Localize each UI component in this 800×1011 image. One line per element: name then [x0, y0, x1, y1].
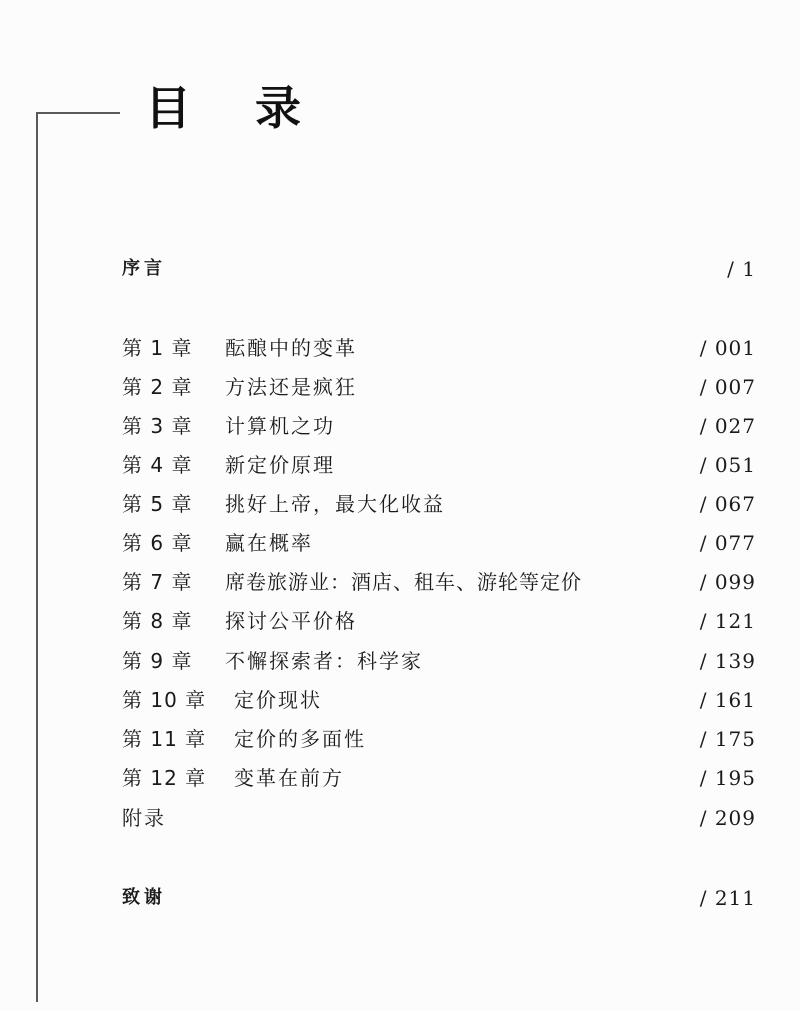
toc-page-number: / 121 — [699, 609, 756, 633]
toc-chapter-title: 定价的多面性 — [234, 727, 366, 751]
toc-page-number: / 211 — [699, 886, 756, 910]
toc-chapter-number: 第 8 章 — [122, 609, 193, 633]
toc-chapter-title: 不懈探索者：科学家 — [225, 649, 423, 673]
toc-entry-chapter-9[interactable] — [122, 645, 756, 677]
page-title: 目 录 — [145, 81, 326, 135]
toc-entry-chapter-6[interactable] — [122, 527, 756, 559]
toc-page-number: / 161 — [699, 688, 756, 712]
toc-page-number: / 1 — [727, 257, 756, 281]
toc-entry-chapter-5[interactable] — [122, 488, 756, 520]
toc-page-number: / 209 — [699, 806, 756, 830]
toc-page-number: / 027 — [699, 414, 756, 438]
toc-chapter-number: 第 3 章 — [122, 414, 193, 438]
toc-chapter-title: 新定价原理 — [225, 453, 335, 477]
toc-chapter-title: 定价现状 — [234, 688, 322, 712]
toc-page-number: / 175 — [699, 727, 756, 751]
toc-page-number: / 195 — [699, 766, 756, 790]
toc-chapter-number: 第 12 章 — [122, 766, 207, 790]
toc-page-number: / 007 — [699, 375, 756, 399]
toc-chapter-number: 第 2 章 — [122, 375, 193, 399]
toc-entry-chapter-4[interactable] — [122, 449, 756, 481]
toc-entry-chapter-11[interactable] — [122, 723, 756, 755]
toc-chapter-number: 第 1 章 — [122, 336, 193, 360]
toc-entry-label: 序言 — [122, 258, 166, 279]
toc-chapter-number: 第 5 章 — [122, 492, 193, 516]
toc-chapter-title: 酝酿中的变革 — [225, 336, 357, 360]
toc-page-number: / 077 — [699, 531, 756, 555]
frame-vertical-line — [36, 112, 38, 1002]
toc-chapter-title: 赢在概率 — [225, 531, 313, 555]
toc-chapter-number: 第 9 章 — [122, 649, 193, 673]
toc-entry-preface[interactable] — [122, 253, 756, 285]
toc-page-number: / 099 — [699, 570, 756, 594]
toc-page-number: / 001 — [699, 336, 756, 360]
toc-chapter-title: 席卷旅游业：酒店、租车、游轮等定价 — [225, 570, 582, 594]
toc-entry-chapter-8[interactable] — [122, 605, 756, 637]
toc-entry-chapter-2[interactable] — [122, 371, 756, 403]
toc-chapter-number: 第 11 章 — [122, 727, 207, 751]
toc-entry-label: 致谢 — [122, 887, 166, 908]
toc-chapter-number: 第 4 章 — [122, 453, 193, 477]
toc-chapter-title: 挑好上帝，最大化收益 — [225, 492, 445, 516]
toc-chapter-title: 方法还是疯狂 — [225, 375, 357, 399]
toc-chapter-number: 第 10 章 — [122, 688, 207, 712]
toc-entry-acknowledgements[interactable] — [122, 882, 756, 914]
toc-chapter-number: 第 6 章 — [122, 531, 193, 555]
toc-page-number: / 067 — [699, 492, 756, 516]
toc-entry-chapter-12[interactable] — [122, 762, 756, 794]
toc-entry-chapter-3[interactable] — [122, 410, 756, 442]
toc-chapter-title: 计算机之功 — [225, 414, 335, 438]
toc-entry-chapter-10[interactable] — [122, 684, 756, 716]
toc-chapter-number: 第 7 章 — [122, 570, 193, 594]
toc-entry-chapter-7[interactable] — [122, 566, 756, 598]
toc-page-number: / 139 — [699, 649, 756, 673]
toc-chapter-title: 探讨公平价格 — [225, 609, 357, 633]
toc-entry-appendix[interactable] — [122, 802, 756, 834]
toc-entry-label: 附录 — [122, 806, 166, 830]
toc-entry-chapter-1[interactable] — [122, 332, 756, 364]
toc-chapter-title: 变革在前方 — [234, 766, 344, 790]
toc-page-number: / 051 — [699, 453, 756, 477]
frame-horizontal-line — [36, 112, 120, 114]
